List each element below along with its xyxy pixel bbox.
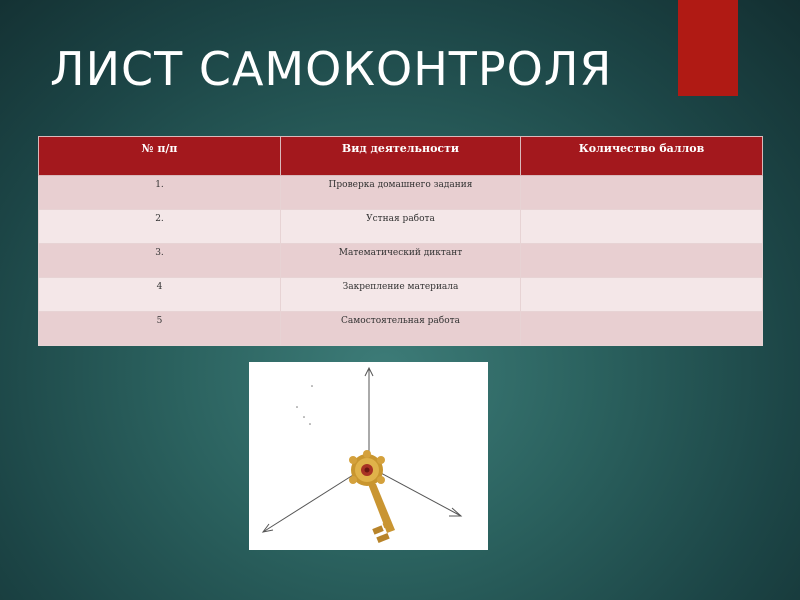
header-number: № п/п: [39, 137, 281, 176]
row-number: 3.: [39, 244, 281, 278]
table-row: [39, 278, 763, 312]
row-number: 4: [39, 278, 281, 312]
self-control-table: [38, 136, 763, 346]
row-score[interactable]: [521, 244, 763, 278]
header-score: Количество баллов: [521, 137, 763, 176]
row-activity: Устная работа: [281, 210, 521, 244]
row-score[interactable]: [521, 278, 763, 312]
row-score[interactable]: [521, 176, 763, 210]
golden-key-with-arrows-icon: [249, 362, 488, 550]
row-number: 2.: [39, 210, 281, 244]
row-score[interactable]: [521, 210, 763, 244]
row-number: 1.: [39, 176, 281, 210]
row-activity: Проверка домашнего задания: [281, 176, 521, 210]
accent-bar: [678, 0, 738, 96]
row-activity: Математический диктант: [281, 244, 521, 278]
table-row: [39, 312, 763, 346]
row-activity: Самостоятельная работа: [281, 312, 521, 346]
key-picture: [249, 362, 488, 550]
table-row: [39, 244, 763, 278]
row-number: 5: [39, 312, 281, 346]
row-activity: Закрепление материала: [281, 278, 521, 312]
table-row: [39, 176, 763, 210]
table-row: [39, 210, 763, 244]
row-score[interactable]: [521, 312, 763, 346]
page-title: ЛИСТ САМОКОНТРОЛЯ: [50, 42, 613, 96]
header-activity: Вид деятельности: [281, 137, 521, 176]
table-header-row: [39, 137, 763, 176]
